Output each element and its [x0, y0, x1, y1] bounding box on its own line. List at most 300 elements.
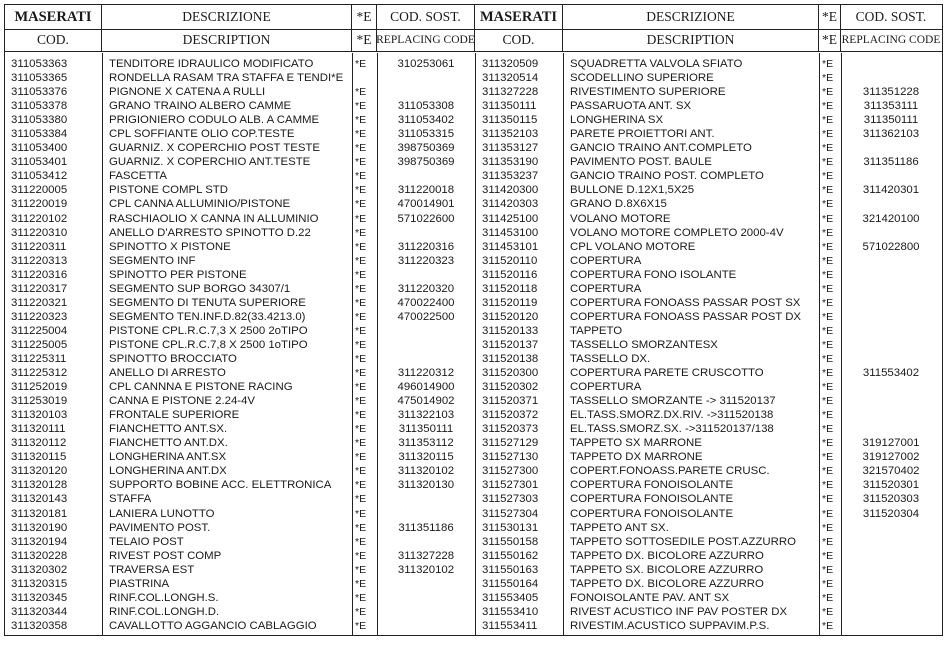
e-marker: *E — [822, 212, 834, 225]
replacing-code: 311351186 — [398, 521, 454, 534]
part-description: GANCIO TRAINO POST. COMPLETO — [570, 170, 764, 183]
replacing-code: 311322103 — [397, 409, 455, 422]
e-marker: *E — [355, 100, 367, 113]
left-half — [5, 57, 475, 633]
part-description: SEGMENTO TEN.INF.D.82(33.4213.0) — [109, 310, 306, 323]
part-description: COPERTURA FONOISOLANTE — [570, 493, 734, 506]
e-marker: *E — [822, 114, 834, 127]
part-description: CPL CANNNA E PISTONE RACING — [109, 381, 293, 394]
part-description: PIGNONE X CATENA A RULLI — [109, 86, 266, 99]
table-row — [5, 549, 475, 563]
e-marker: *E — [355, 114, 367, 127]
part-description: PASSARUOTA ANT. SX — [570, 100, 692, 113]
part-code: 311520138 — [482, 353, 539, 365]
replacing-code: 311420301 — [862, 184, 920, 197]
header-e-left: *E — [352, 5, 377, 29]
part-code: 311353237 — [482, 170, 539, 183]
header-replacing-code-left: REPLACING CODE — [377, 29, 475, 51]
table-row — [476, 254, 941, 268]
right-half — [476, 57, 941, 633]
header-descrizione-right: DESCRIZIONE — [563, 5, 819, 29]
table-row — [5, 464, 475, 478]
e-marker: *E — [355, 254, 367, 267]
e-marker: *E — [822, 591, 834, 604]
part-code: 311225005 — [11, 338, 68, 351]
e-marker: *E — [355, 310, 367, 323]
part-description: COPERTURA FONOISOLANTE — [570, 507, 734, 520]
e-marker: *E — [355, 170, 367, 183]
e-marker: *E — [822, 240, 834, 253]
part-description: GRANO D.8X6X15 — [570, 198, 667, 211]
table-row — [5, 605, 475, 619]
e-marker: *E — [355, 591, 367, 604]
e-marker: *E — [355, 367, 367, 380]
e-marker: *E — [355, 605, 367, 618]
table-row — [5, 324, 475, 338]
part-code: 311527303 — [482, 493, 539, 506]
e-marker: *E — [822, 324, 834, 337]
part-code: 311320358 — [11, 619, 68, 632]
header-cod-sost-right: COD. SOST. — [855, 9, 927, 24]
header-cod-left: COD. — [5, 29, 102, 51]
table-row — [476, 197, 941, 211]
part-description: SPINOTTO BROCCIATO — [109, 353, 237, 365]
part-code: 311320181 — [11, 507, 68, 520]
e-marker: *E — [355, 619, 367, 632]
part-code: 311320112 — [11, 437, 67, 450]
part-code: 311320120 — [11, 465, 68, 478]
e-marker: *E — [822, 395, 834, 408]
header-maserati-left: MASERATI — [5, 5, 102, 29]
part-code: 311453100 — [482, 226, 539, 239]
header-description-right: DESCRIPTION — [563, 29, 819, 51]
header-replacing-code-right: REPLACING CODE — [841, 34, 941, 46]
part-description: CAVALLOTTO AGGANCIO CABLAGGIO — [109, 619, 317, 632]
part-code: 311453101 — [482, 240, 539, 253]
header-e2-right: *E — [819, 29, 841, 51]
part-description: FRONTALE SUPERIORE — [109, 409, 240, 422]
part-description: SPINOTTO X PISTONE — [109, 240, 231, 253]
replacing-code: 311220018 — [397, 184, 455, 197]
e-marker: *E — [355, 577, 367, 590]
part-code: 311527304 — [482, 507, 539, 520]
replacing-code: 311320102 — [397, 563, 455, 576]
part-description: GANCIO TRAINO ANT.COMPLETO — [570, 142, 752, 155]
table-row — [476, 268, 941, 282]
table-row — [476, 85, 941, 99]
e-marker: *E — [822, 86, 834, 99]
part-code: 311053376 — [11, 86, 68, 99]
part-description: SQUADRETTA VALVOLA SFIATO — [570, 58, 743, 71]
table-row — [476, 605, 941, 619]
table-row — [5, 577, 475, 591]
part-code: 311352103 — [482, 128, 539, 141]
part-code: 311520119 — [482, 296, 538, 309]
replacing-code: 311220323 — [397, 254, 455, 267]
replacing-code: 311350111 — [398, 423, 454, 436]
table-row — [5, 71, 475, 85]
table-row — [476, 57, 941, 71]
part-description: COPERTURA FONOISOLANTE — [570, 479, 734, 492]
replacing-code: 311351186 — [863, 156, 919, 169]
part-code: 311320514 — [482, 72, 539, 85]
part-code: 311520137 — [482, 338, 539, 351]
part-description: RONDELLA RASAM TRA STAFFA E TENDI*E — [109, 72, 344, 85]
part-description: PIASTRINA — [109, 577, 170, 590]
part-description: GUARNIZ. X COPERCHIO ANT.TESTE — [109, 156, 311, 169]
e-marker: *E — [822, 521, 834, 534]
e-marker: *E — [822, 479, 834, 492]
part-code: 311527300 — [482, 465, 539, 478]
e-marker: *E — [822, 493, 834, 506]
table-row — [476, 408, 941, 422]
table-row — [5, 212, 475, 226]
replacing-code: 319127001 — [862, 437, 920, 450]
part-code: 311320344 — [11, 605, 68, 618]
table-row — [5, 408, 475, 422]
part-description: EL.TASS.SMORZ.DX.RIV. ->311520138 — [570, 409, 774, 422]
replacing-code: 319127002 — [862, 451, 920, 464]
e-marker: *E — [822, 338, 834, 351]
replacing-code: 311320115 — [398, 451, 454, 464]
replacing-code: 311320130 — [397, 479, 455, 492]
part-description: BULLONE D.12X1,5X25 — [570, 184, 695, 197]
table-row — [5, 169, 475, 183]
part-description: COPERTURA FONOASS PASSAR POST DX — [570, 310, 802, 323]
part-code: 311520133 — [482, 324, 539, 337]
part-code: 311350115 — [482, 114, 538, 127]
part-description: PISTONE CPL.R.C.7,8 X 2500 1oTIPO — [109, 338, 308, 351]
e-marker: *E — [822, 465, 834, 478]
e-marker: *E — [822, 226, 834, 239]
table-row — [5, 127, 475, 141]
table-row — [476, 492, 941, 506]
e-marker: *E — [822, 268, 834, 281]
part-description: ANELLO D'ARRESTO SPINOTTO D.22 — [109, 226, 311, 239]
e-marker: *E — [822, 507, 834, 520]
part-description: CPL SOFFIANTE OLIO COP.TESTE — [109, 128, 295, 141]
part-description: RIVESTIMENTO SUPERIORE — [570, 86, 726, 99]
part-code: 311550162 — [482, 549, 539, 562]
replacing-code: 398750369 — [397, 156, 455, 169]
replacing-code: 311220320 — [397, 282, 455, 295]
part-code: 311220313 — [11, 254, 68, 267]
table-row — [476, 141, 941, 155]
part-code: 311353127 — [482, 142, 539, 155]
part-code: 311225311 — [11, 353, 67, 365]
part-code: 311320509 — [482, 58, 539, 71]
e-marker: *E — [355, 465, 367, 478]
replacing-code: 311520301 — [862, 479, 920, 492]
replacing-code: 311553402 — [862, 367, 920, 380]
replacing-code: 311220316 — [397, 240, 455, 253]
part-code: 311553410 — [482, 605, 539, 618]
table-row — [476, 591, 941, 605]
header-e-right: *E — [819, 5, 841, 29]
part-code: 311320315 — [11, 577, 68, 590]
part-description: EL.TASS.SMORZ.SX. ->311520137/138 — [570, 423, 774, 436]
table-row — [5, 422, 475, 436]
header-descrizione-left: DESCRIZIONE — [102, 5, 352, 29]
table-row — [5, 57, 475, 71]
replacing-code: 470014901 — [397, 198, 455, 211]
part-code: 311053365 — [11, 72, 68, 85]
e-marker: *E — [822, 184, 834, 197]
replacing-code: 311327228 — [397, 549, 455, 562]
table-row — [5, 99, 475, 113]
part-code: 311327228 — [482, 86, 539, 99]
part-description: RASCHIAOLIO X CANNA IN ALLUMINIO — [109, 212, 319, 225]
part-code: 311220005 — [11, 184, 68, 197]
e-marker: *E — [822, 381, 834, 394]
e-marker: *E — [822, 535, 834, 548]
part-code: 311220323 — [11, 310, 68, 323]
part-description: PRIGIONIERO CODULO ALB. A CAMME — [109, 114, 320, 127]
part-code: 311220317 — [11, 282, 68, 295]
part-code: 311220321 — [11, 296, 68, 309]
table-row — [5, 492, 475, 506]
part-description: TAPPETO DX. BICOLORE AZZURRO — [570, 577, 764, 590]
table-row — [476, 226, 941, 240]
part-description: TAPPETO DX MARRONE — [570, 451, 703, 464]
header-description-left: DESCRIPTION — [102, 29, 352, 51]
part-code: 311520373 — [482, 423, 539, 436]
e-marker: *E — [822, 254, 834, 267]
e-marker: *E — [355, 156, 367, 169]
e-marker: *E — [355, 324, 367, 337]
table-body — [5, 53, 942, 635]
part-code: 311225312 — [11, 367, 68, 380]
e-marker: *E — [822, 170, 834, 183]
e-marker: *E — [355, 184, 367, 197]
replacing-code: 321420100 — [862, 212, 920, 225]
table-row — [5, 113, 475, 127]
replacing-code: 311053315 — [397, 128, 455, 141]
part-code: 311527301 — [482, 479, 539, 492]
part-code: 311253019 — [11, 395, 68, 408]
e-marker: *E — [822, 310, 834, 323]
part-code: 311350111 — [482, 100, 537, 113]
part-code: 311320128 — [11, 479, 68, 492]
header-e2-left: *E — [352, 29, 377, 51]
part-description: TAPPETO SX MARRONE — [570, 437, 702, 450]
part-description: LONGHERINA ANT.SX — [109, 451, 227, 464]
replacing-code: 311351228 — [862, 86, 920, 99]
e-marker: *E — [355, 268, 367, 281]
e-marker: *E — [355, 521, 367, 534]
e-marker: *E — [822, 353, 834, 365]
table-row — [476, 240, 941, 254]
table-row — [5, 436, 475, 450]
e-marker: *E — [355, 479, 367, 492]
part-description: PAVIMENTO POST. BAULE — [570, 156, 712, 169]
part-description: COPERTURA PARETE CRUSCOTTO — [570, 367, 764, 380]
part-description: RIVESTIM.ACUSTICO SUPPAVIM.P.S. — [570, 619, 770, 632]
table-row — [5, 310, 475, 324]
part-description: COPERTURA — [570, 254, 642, 267]
part-description: PARETE PROIETTORI ANT. — [570, 128, 715, 141]
table-row — [476, 183, 941, 197]
replacing-code: 398750369 — [397, 142, 455, 155]
header-cod-sost-left: COD. SOST. — [377, 5, 475, 29]
part-description: LANIERA LUNOTTO — [109, 507, 215, 520]
part-description: FIANCHETTO ANT.SX. — [109, 423, 228, 436]
e-marker: *E — [822, 563, 834, 576]
replacing-code: 311350111 — [863, 114, 919, 127]
part-code: 311220310 — [11, 226, 68, 239]
parts-table — [4, 4, 943, 636]
header-cod-right: COD. — [475, 29, 563, 51]
e-marker: *E — [822, 296, 834, 309]
part-code: 311053363 — [11, 58, 68, 71]
part-description: RIVEST ACUSTICO INF PAV POSTER DX — [570, 605, 788, 618]
part-description: TAPPETO — [570, 324, 623, 337]
e-marker: *E — [822, 423, 834, 436]
e-marker: *E — [822, 282, 834, 295]
replacing-code: 311520303 — [862, 493, 920, 506]
e-marker: *E — [355, 423, 367, 436]
e-marker: *E — [355, 395, 367, 408]
e-marker: *E — [822, 58, 834, 71]
table-row — [5, 366, 475, 380]
part-description: PISTONE COMPL STD — [109, 184, 228, 197]
table-row — [476, 394, 941, 408]
replacing-code: 311320102 — [397, 465, 455, 478]
e-marker: *E — [822, 367, 834, 380]
part-code: 311520371 — [482, 395, 539, 408]
table-row — [476, 127, 941, 141]
table-row — [5, 296, 475, 310]
replacing-code: 571022800 — [862, 240, 920, 253]
e-marker: *E — [355, 563, 367, 576]
table-row — [5, 507, 475, 521]
header-row-2 — [5, 29, 942, 52]
table-row — [476, 563, 941, 577]
part-code: 311520300 — [482, 367, 539, 380]
replacing-code: 470022500 — [397, 310, 455, 323]
replacing-code: 571022600 — [397, 212, 455, 225]
part-description: COPERTURA — [570, 381, 642, 394]
part-description: FASCETTA — [109, 170, 168, 183]
e-marker: *E — [822, 409, 834, 422]
part-code: 311530131 — [482, 521, 539, 534]
table-row — [476, 212, 941, 226]
table-row — [476, 521, 941, 535]
table-row — [5, 197, 475, 211]
part-description: COPERT.FONOASS.PARETE CRUSC. — [570, 465, 770, 478]
e-marker: *E — [355, 282, 367, 295]
e-marker: *E — [822, 198, 834, 211]
replacing-code: 311220312 — [397, 367, 455, 380]
table-row — [5, 352, 475, 366]
part-code: 311353190 — [482, 156, 539, 169]
e-marker: *E — [355, 240, 367, 253]
e-marker: *E — [822, 549, 834, 562]
e-marker: *E — [822, 451, 834, 464]
part-description: SCODELLINO SUPERIORE — [570, 72, 714, 85]
e-marker: *E — [355, 451, 367, 464]
e-marker: *E — [355, 128, 367, 141]
part-description: TASSELLO DX. — [570, 353, 651, 365]
part-code: 311320302 — [11, 563, 68, 576]
header-maserati-right: MASERATI — [475, 5, 563, 29]
e-marker: *E — [822, 619, 834, 632]
part-code: 311320111 — [11, 423, 66, 436]
replacing-code: 475014902 — [397, 395, 455, 408]
replacing-code: 311362103 — [862, 128, 920, 141]
table-row — [5, 619, 475, 633]
e-marker: *E — [355, 535, 367, 548]
part-description: COPERTURA FONO ISOLANTE — [570, 268, 737, 281]
part-code: 311550164 — [482, 577, 539, 590]
part-code: 311320190 — [11, 521, 68, 534]
part-code: 311553411 — [482, 619, 538, 632]
part-code: 311520372 — [482, 409, 539, 422]
table-row — [476, 366, 941, 380]
part-code: 311320194 — [11, 535, 68, 548]
part-description: PISTONE CPL.R.C.7,3 X 2500 2oTIPO — [109, 324, 308, 337]
e-marker: *E — [355, 86, 367, 99]
table-row — [476, 422, 941, 436]
part-code: 311553405 — [482, 591, 539, 604]
e-marker: *E — [355, 353, 367, 365]
table-row — [476, 71, 941, 85]
part-description: STAFFA — [109, 493, 152, 506]
part-description: TAPPETO ANT SX. — [570, 521, 669, 534]
part-code: 311220102 — [11, 212, 68, 225]
part-description: TENDITORE IDRAULICO MODIFICATO — [109, 58, 314, 71]
part-description: COPERTURA — [570, 282, 642, 295]
part-code: 311520110 — [482, 254, 538, 267]
part-code: 311320115 — [11, 451, 67, 464]
part-code: 311320103 — [11, 409, 68, 422]
e-marker: *E — [355, 381, 367, 394]
part-description: TRAVERSA EST — [109, 563, 195, 576]
replacing-code: 311353111 — [863, 100, 919, 113]
part-description: TAPPETO SOTTOSEDILE POST.AZZURRO — [570, 535, 796, 548]
part-description: PAVIMENTO POST. — [109, 521, 211, 534]
part-description: RIVEST POST COMP — [109, 549, 222, 562]
part-description: ANELLO DI ARRESTO — [109, 367, 226, 380]
e-marker: *E — [355, 409, 367, 422]
e-marker: *E — [355, 226, 367, 239]
part-code: 311220311 — [11, 240, 67, 253]
part-description: FONOISOLANTE PAV. ANT SX — [570, 591, 730, 604]
header-row-1 — [5, 5, 942, 30]
e-marker: *E — [355, 338, 367, 351]
part-description: SPINOTTO PER PISTONE — [109, 268, 247, 281]
table-row — [5, 591, 475, 605]
table-row — [476, 549, 941, 563]
e-marker: *E — [355, 507, 367, 520]
part-code: 311520302 — [482, 381, 539, 394]
e-marker: *E — [822, 128, 834, 141]
table-row — [5, 240, 475, 254]
part-description: SEGMENTO DI TENUTA SUPERIORE — [109, 296, 306, 309]
table-row — [5, 183, 475, 197]
table-row — [5, 85, 475, 99]
table-row — [476, 282, 941, 296]
replacing-code: 496014900 — [397, 381, 455, 394]
part-code: 311053400 — [11, 142, 68, 155]
table-row — [476, 436, 941, 450]
part-code: 311220316 — [11, 268, 68, 281]
e-marker: *E — [355, 437, 367, 450]
table-row — [5, 394, 475, 408]
table-row — [476, 464, 941, 478]
part-description: TASSELLO SMORZANTESX — [570, 338, 718, 351]
replacing-code: 311353112 — [398, 437, 454, 450]
